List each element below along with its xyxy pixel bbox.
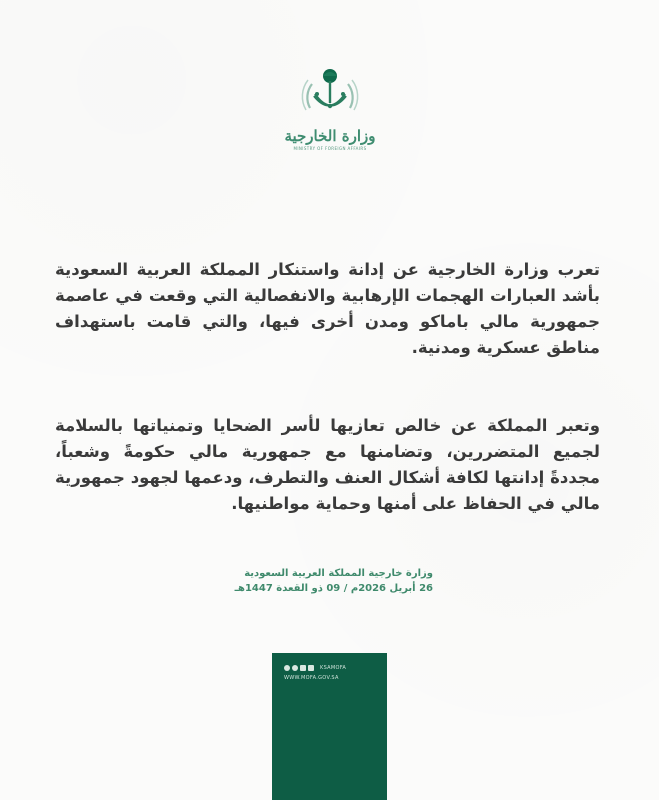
social-handle: KSAMOFA [320,665,347,671]
ministry-logo [282,66,378,166]
ministry-subtitle: MINISTRY OF FOREIGN AFFAIRS [293,146,367,151]
issue-date: 26 أبريل 2026م / 09 ذو القعدة 1447هـ [234,583,433,594]
signature-block [235,566,433,596]
website-link[interactable]: WWW.MOFA.GOV.SA [284,675,339,681]
statement-paragraph-2: وتعبر المملكة عن خالص تعازيها لأسر الضحايا وتمنياتها بالسلامة لجميع المتضررين، وتضامنها مع جمهورية مالي حكومةً وشعباً، مجددةً إدانتها لكافة أشكال العنف والتطرف، ودعمها لجهود جمهورية مالي في الحفاظ على أمنها وحماية مواطنيها. [55,415,600,513]
instagram-icon[interactable] [292,665,298,671]
facebook-icon[interactable] [308,665,314,671]
issuer-name: وزارة خارجية المملكة العربية السعودية [244,568,433,579]
social-row [284,665,346,671]
statement-paragraph-1: تعرب وزارة الخارجية عن إدانة واستنكار المملكة العربية السعودية بأشد العبارات الهجمات الإرهابية والانفصالية التي وقعت في عاصمة جمهورية مالي باماكو ومدن أخرى فيها، والتي قامت باستهداف مناطق عسكرية ومدنية. [55,259,600,357]
youtube-icon[interactable] [300,665,306,671]
saudi-emblem-palm-swords-icon [300,66,360,126]
x-icon[interactable] [284,665,290,671]
ministry-wordmark: وزارة الخارجية [284,127,376,145]
contact-footer [272,653,387,800]
website-row [284,675,339,681]
